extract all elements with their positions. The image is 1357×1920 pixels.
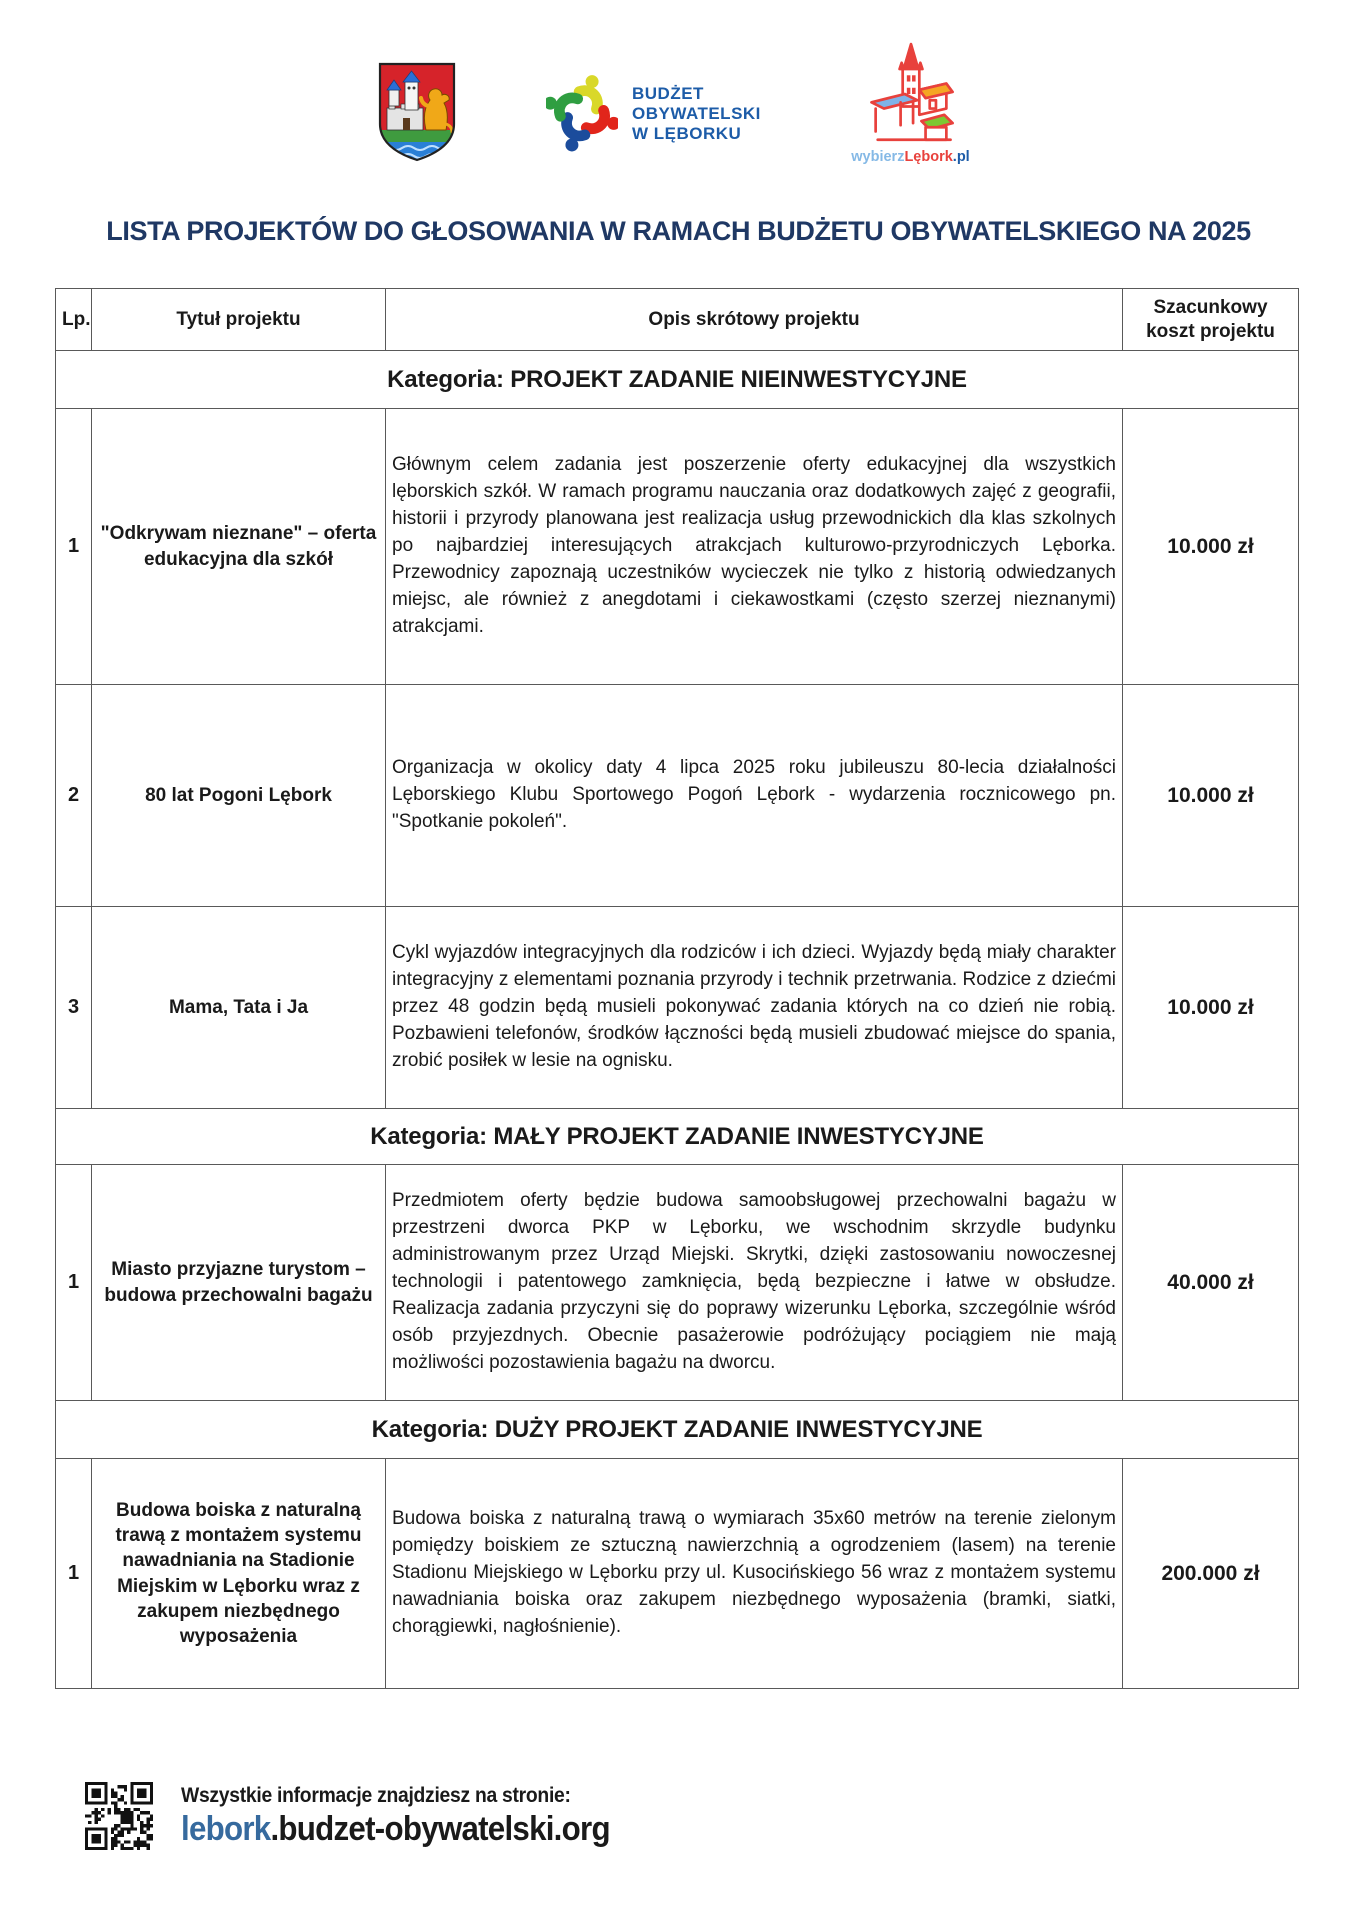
footer-url: [181, 1810, 610, 1849]
budget-logo-text: [632, 84, 761, 144]
project-title: "Odkrywam nieznane" – oferta edukacyjna dla szkół: [92, 409, 386, 685]
category-row: [56, 351, 1299, 409]
column-header: Tytuł projektu: [92, 289, 386, 351]
budget-logo: [546, 70, 761, 158]
project-row: [56, 685, 1299, 907]
footer-url-highlight: lebork: [181, 1809, 271, 1848]
wybierz-logo-part: wybierz: [851, 149, 905, 165]
wybierz-logo-part: .pl: [952, 149, 970, 165]
footer-url-rest: .budzet-obywatelski.org: [270, 1809, 610, 1848]
column-header: Szacunkowy koszt projektu: [1123, 289, 1299, 351]
project-description: Organizacja w okolicy daty 4 lipca 2025 roku jubileuszu 80-lecia działalności Lęborskiego Klubu Sportowego Pogoń Lębork - wydarzenia rocznicowego pn. "Spotkanie pokoleń".: [386, 685, 1123, 907]
wybierz-lebork-logo: [843, 42, 978, 165]
project-title: Mama, Tata i Ja: [92, 907, 386, 1109]
row-number: 1: [56, 409, 92, 685]
budget-logo-line: BUDŻET: [632, 84, 704, 103]
project-row: [56, 1459, 1299, 1689]
project-cost: 10.000 zł: [1123, 409, 1299, 685]
project-row: [56, 409, 1299, 685]
row-number: 2: [56, 685, 92, 907]
budget-logo-line: W LĘBORKU: [632, 124, 742, 143]
qr-code-icon: [85, 1782, 153, 1850]
page-title: LISTA PROJEKTÓW DO GŁOSOWANIA W RAMACH BUDŻETU OBYWATELSKIEGO NA 2025: [106, 216, 1251, 246]
project-description: Cykl wyjazdów integracyjnych dla rodziców i ich dzieci. Wyjazdy będą miały charakter integracyjny z elementami poznania przyrody i technik przetrwania. Rodzice z dziećmi przez 48 godzin będą musieli pokonywać zadania których na co dzień nie robią. Pozbawieni telefonów, środków łączności będą musieli zbudować miejsce do spania, zrobić posiłek w lesie na ognisku.: [386, 907, 1123, 1109]
category-header: Kategoria: MAŁY PROJEKT ZADANIE INWESTYCYJNE: [56, 1109, 1299, 1165]
footer: [85, 1782, 647, 1850]
category-header: Kategoria: PROJEKT ZADANIE NIEINWESTYCYJNE: [56, 351, 1299, 409]
coat-of-arms-logo: [376, 60, 458, 166]
budget-logo-line: OBYWATELSKI: [632, 104, 761, 123]
project-title: Budowa boiska z naturalną trawą z montażem systemu nawadniania na Stadionie Miejskim w Lęborku wraz z zakupem niezbędnego wyposażenia: [92, 1459, 386, 1689]
column-header: Lp.: [56, 289, 92, 351]
row-number: 3: [56, 907, 92, 1109]
project-description: Budowa boiska z naturalną trawą o wymiarach 35x60 metrów na terenie zielonym pomiędzy boiskiem ze sztuczną nawierzchnią a ogrodzeniem (lasem) na terenie Stadionu Miejskiego w Lęborku przy ul. Kusocińskiego 56 wraz z montażem systemu nawadniania boiska oraz zakupem niezbędnego wyposażenia (bramki, siatki, chorągiewki, nagłośnienie).: [386, 1459, 1123, 1689]
project-cost: 10.000 zł: [1123, 685, 1299, 907]
projects-table-body: [56, 289, 1299, 1689]
row-number: 1: [56, 1165, 92, 1401]
church-icon: [859, 42, 963, 146]
row-number: 1: [56, 1459, 92, 1689]
project-cost: 10.000 zł: [1123, 907, 1299, 1109]
header-logos: [0, 0, 1357, 190]
project-row: [56, 1165, 1299, 1401]
project-cost: 200.000 zł: [1123, 1459, 1299, 1689]
footer-info-label: Wszystkie informacje znajdziesz na stronie:: [181, 1783, 571, 1807]
table-header-row: [56, 289, 1299, 351]
column-header: Opis skrótowy projektu: [386, 289, 1123, 351]
category-row: [56, 1401, 1299, 1459]
category-row: [56, 1109, 1299, 1165]
wybierz-logo-text: [843, 149, 978, 165]
budget-pinwheel-icon: [546, 70, 618, 158]
footer-info: [181, 1784, 610, 1849]
project-cost: 40.000 zł: [1123, 1165, 1299, 1401]
project-description: Głównym celem zadania jest poszerzenie oferty edukacyjnej dla wszystkich lęborskich szkół. W ramach programu nauczania oraz dodatkowych zajęć z geografii, historii i przyrody planowana jest realizacja usług przewodnickich dla klas szkolnych po najbardziej interesujących atrakcjach kulturowo-przyrodniczych Lęborka. Przewodnicy zapoznają uczestników wycieczek nie tylko z historią odwiedzanych miejsc, ale również z anegdotami i ciekawostkami (często szerzej nieznanymi) atrakcjami.: [386, 409, 1123, 685]
project-title: 80 lat Pogoni Lębork: [92, 685, 386, 907]
project-description: Przedmiotem oferty będzie budowa samoobsługowej przechowalni bagażu w przestrzeni dworca PKP w Lęborku, we wschodnim skrzydle budynku administrowanym przez Urząd Miejski. Skrytki, dzięki zastosowaniu nowoczesnej technologii i patentowego zamknięcia, będą bezpieczne i łatwe w obsłudze. Realizacja zadania przyczyni się do poprawy wizerunku Lęborka, szczególnie wśród osób przyjezdnych. Obecnie pasażerowie podróżujący pociągiem nie mają możliwości pozostawienia bagażu na dworcu.: [386, 1165, 1123, 1401]
project-title: Miasto przyjazne turystom – budowa przechowalni bagażu: [92, 1165, 386, 1401]
category-header: Kategoria: DUŻY PROJEKT ZADANIE INWESTYCYJNE: [56, 1401, 1299, 1459]
wybierz-logo-part: Lębork: [904, 149, 953, 165]
coat-of-arms-icon: [376, 60, 458, 166]
project-row: [56, 907, 1299, 1109]
projects-table: [55, 288, 1299, 1689]
